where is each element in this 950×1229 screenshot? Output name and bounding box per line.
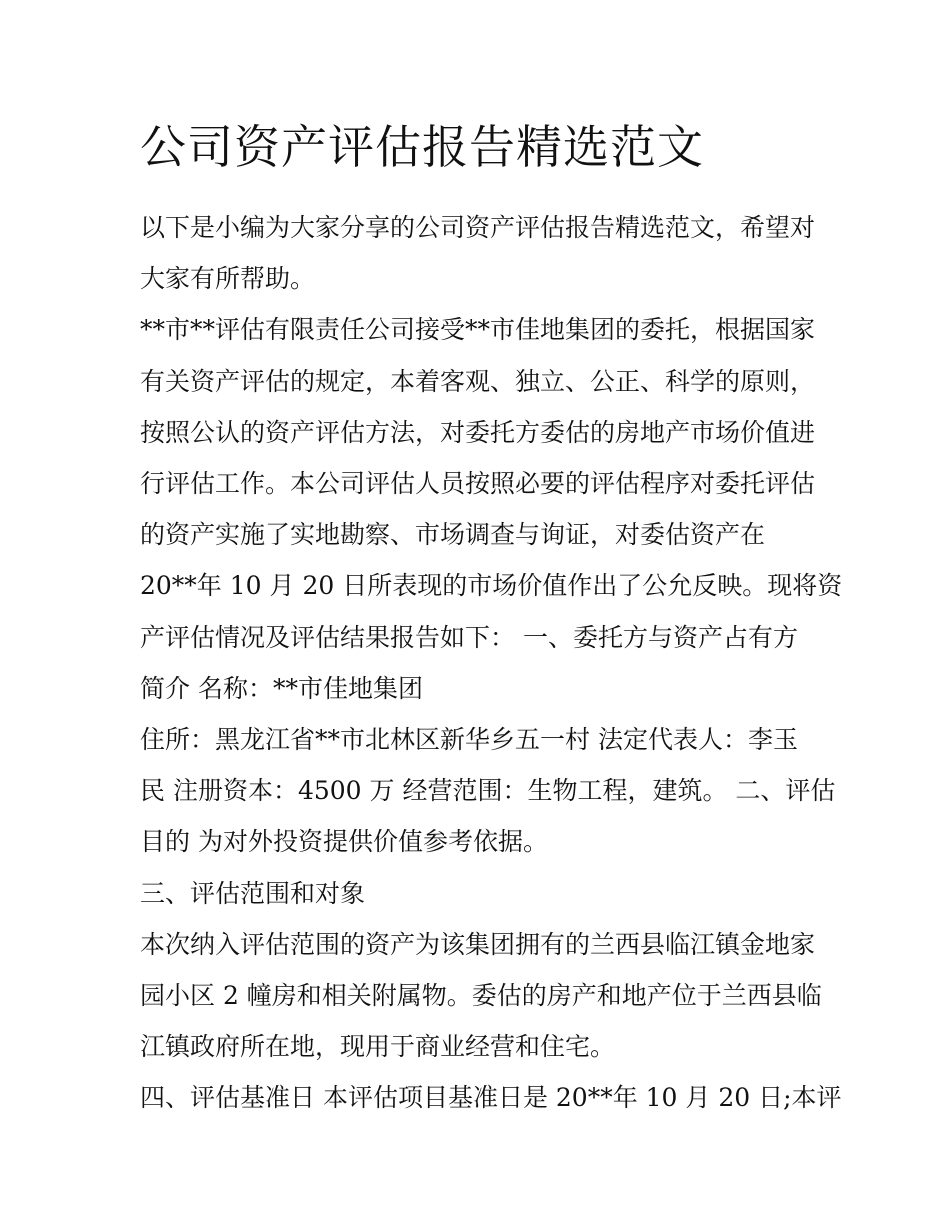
text-line: 三、评估范围和对象 <box>140 878 366 908</box>
scope-paragraph <box>140 919 822 1073</box>
commission-paragraph <box>140 304 843 714</box>
text-line: 大家有所帮助。 <box>140 264 316 294</box>
text-line: 以下是小编为大家分享的公司资产评估报告精选范文，希望对 <box>140 213 816 242</box>
document-page <box>140 112 843 1124</box>
text-line: 目的 为对外投资提供价值参考依据。 <box>140 827 548 857</box>
intro-paragraph <box>140 202 816 304</box>
document-title: 公司资产评估报告精选范文 <box>140 120 704 174</box>
text-line: 江镇政府所在地，现用于商业经营和住宅。 <box>140 1032 616 1062</box>
text-line: **市**评估有限责任公司接受**市佳地集团的委托，根据国家 <box>140 315 816 345</box>
text-line: 的资产实施了实地勘察、市场调查与询证，对委估资产在 <box>140 520 766 550</box>
text-line: 简介 名称：**市佳地集团 <box>140 673 423 703</box>
address-paragraph <box>140 714 836 868</box>
base-date-paragraph <box>140 1072 842 1123</box>
text-line: 产评估情况及评估结果报告如下： 一、委托方与资产占有方 <box>140 622 798 652</box>
text-line: 民 注册资本：4500 万 经营范围：生物工程，建筑。 二、评估 <box>140 776 836 806</box>
section-heading-scope <box>140 868 812 919</box>
text-line: 按照公认的资产评估方法，对委托方委估的房地产市场价值进 <box>140 417 816 447</box>
text-line: 住所：黑龙江省**市北林区新华乡五一村 法定代表人：李玉 <box>140 725 798 755</box>
text-line: 四、评估基准日 本评估项目基准日是 20**年 10 月 20 日;本评 <box>140 1083 842 1113</box>
text-line: 行评估工作。本公司评估人员按照必要的评估程序对委托评估 <box>140 469 816 499</box>
text-line: 本次纳入评估范围的资产为该集团拥有的兰西县临江镇金地家 <box>140 929 816 959</box>
text-line: 20**年 10 月 20 日所表现的市场价值作出了公允反映。现将资 <box>140 571 843 601</box>
text-line: 园小区 2 幢房和相关附属物。委估的房产和地产位于兰西县临 <box>140 981 822 1011</box>
text-line: 有关资产评估的规定，本着客观、独立、公正、科学的原则， <box>140 366 816 396</box>
